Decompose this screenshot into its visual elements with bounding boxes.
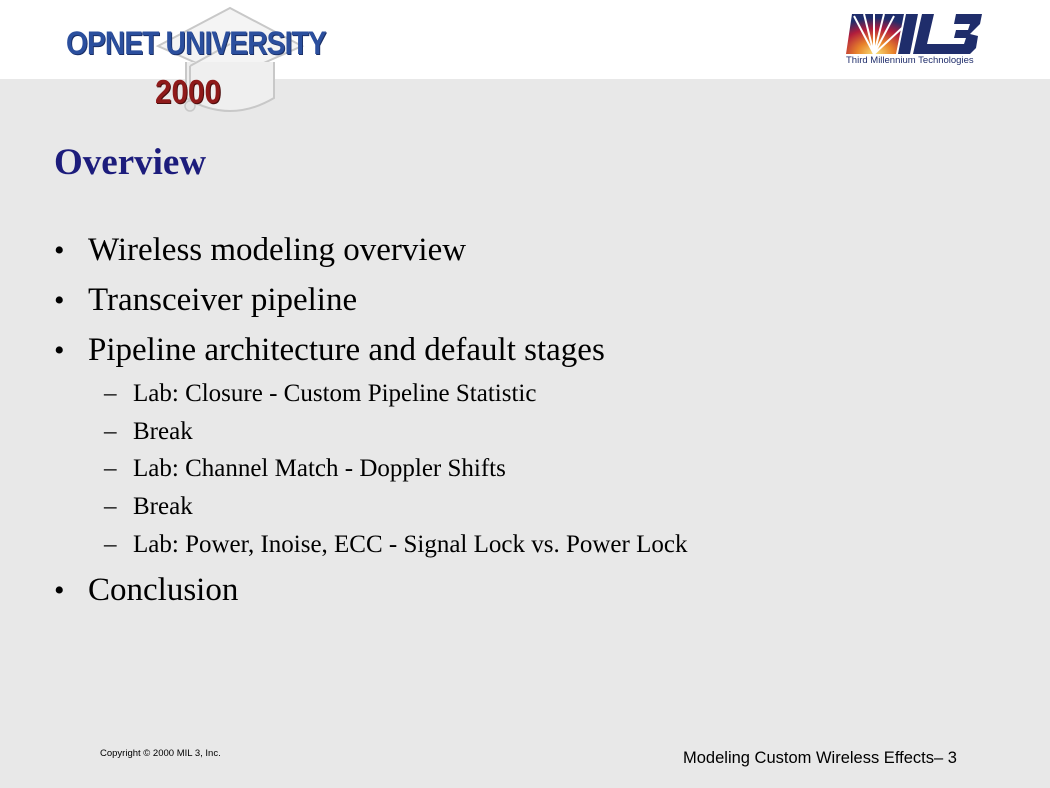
opnet-year-wordmark: 2000 [155,73,222,110]
bullet-marker: • [54,234,65,267]
slide-title: Overview [54,142,207,183]
copyright-notice: Copyright © 2000 MIL 3, Inc. [100,748,221,759]
bullet-marker: • [54,574,65,608]
sub-bullet-text: Lab: Closure - Custom Pipeline Statistic [133,380,537,407]
bullet-text: Wireless modeling overview [88,232,467,268]
bullet-list [54,232,954,622]
sub-bullet-marker: – [104,493,117,521]
mil3-tagline: Third Millennium Technologies [846,55,974,66]
bullet-marker: • [54,284,65,317]
bullet-text: Pipeline architecture and default stages [88,332,605,368]
sub-bullet-marker: – [104,417,117,445]
bullet-item [54,572,954,622]
sub-bullet-marker: – [104,380,117,407]
sub-bullet-item [54,493,954,531]
sub-bullet-text: Lab: Channel Match - Doppler Shifts [133,455,506,483]
sub-bullet-text: Lab: Power, Inoise, ECC - Signal Lock vs. Power Lock [133,530,688,558]
sub-bullet-item [54,418,954,456]
sub-bullet-list [54,380,954,568]
sub-bullet-text: Break [133,417,193,445]
sub-bullet-item [54,380,954,418]
bullet-item [54,282,954,332]
sub-bullet-marker: – [104,530,117,558]
sub-bullet-marker: – [104,455,117,483]
sub-bullet-item [54,455,954,493]
sub-bullet-text: Break [133,493,193,521]
sub-bullet-item [54,531,954,569]
mil3-logo-mark [846,14,984,56]
bullet-item [54,332,954,568]
bullet-text: Conclusion [88,572,239,609]
opnet-university-logo [60,6,330,126]
page-label: Modeling Custom Wireless Effects– 3 [683,749,957,767]
mil3-logo [844,12,986,72]
bullet-marker: • [54,334,65,367]
bullet-text: Transceiver pipeline [88,282,358,318]
bullet-item [54,232,954,282]
opnet-university-wordmark: OPNET UNIVERSITY [66,25,326,61]
